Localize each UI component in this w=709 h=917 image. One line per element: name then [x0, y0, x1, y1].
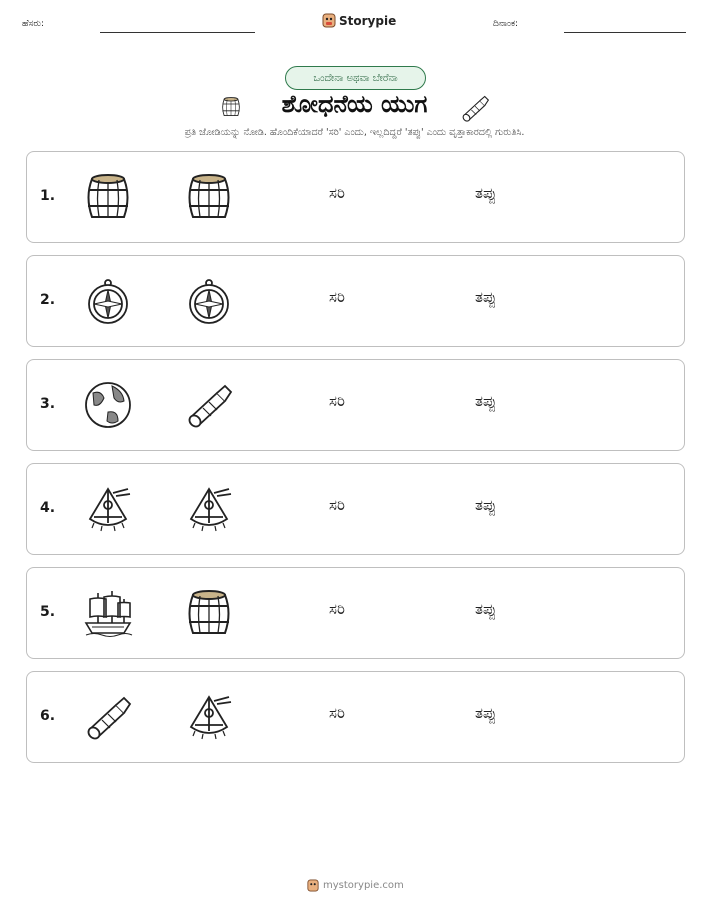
question-row — [26, 359, 685, 451]
footer — [307, 879, 404, 892]
option-wrong[interactable]: ತಪ್ಪು — [475, 392, 497, 410]
question-row — [26, 463, 685, 555]
option-wrong[interactable]: ತಪ್ಪು — [475, 496, 497, 514]
storypie-mascot-icon — [322, 13, 336, 28]
compass-icon — [80, 273, 136, 329]
option-correct[interactable]: ಸರಿ — [329, 288, 345, 306]
question-row — [26, 255, 685, 347]
storypie-mascot-icon — [307, 879, 319, 892]
telescope-icon — [181, 377, 237, 433]
option-wrong[interactable]: ತಪ್ಪು — [475, 184, 497, 202]
barrel-icon — [181, 585, 237, 641]
option-correct[interactable]: ಸರಿ — [329, 704, 345, 722]
globe-icon — [80, 377, 136, 433]
option-wrong[interactable]: ತಪ್ಪು — [475, 288, 497, 306]
logo-text: Storypie — [339, 13, 397, 28]
option-correct[interactable]: ಸರಿ — [329, 184, 345, 202]
compass-icon — [181, 273, 237, 329]
question-number: 6. — [40, 708, 56, 724]
question-number: 2. — [40, 292, 56, 308]
sextant-icon — [80, 481, 136, 537]
question-row — [26, 671, 685, 763]
footer-url: mystorypie.com — [323, 880, 404, 891]
logo — [322, 13, 396, 28]
sextant-icon — [181, 689, 237, 745]
barrel-icon — [181, 169, 237, 225]
option-wrong[interactable]: ತಪ್ಪು — [475, 704, 497, 722]
name-label: ಹೆಸರು: — [22, 19, 45, 29]
question-row — [26, 151, 685, 243]
date-label: ದಿನಾಂಕ: — [493, 19, 519, 29]
title-telescope-icon — [458, 91, 492, 129]
worksheet-type-badge: ಒಂದೇನಾ ಅಥವಾ ಬೇರೆನಾ — [285, 66, 426, 90]
instructions: ಪ್ರತಿ ಜೋಡಿಯನ್ನು ನೋಡಿ. ಹೊಂದಿಕೆಯಾದರೆ 'ಸರಿ' ಎಂದು, ಇಲ್ಲದಿದ್ದರೆ 'ತಪ್ಪು' ಎಂದು ವೃತ್ತಾಕಾರದಲ್ಲಿ ಗುರುತಿಸಿ. — [184, 127, 525, 138]
question-number: 4. — [40, 500, 56, 516]
question-row — [26, 567, 685, 659]
option-wrong[interactable]: ತಪ್ಪು — [475, 600, 497, 618]
option-correct[interactable]: ಸರಿ — [329, 600, 345, 618]
question-number: 1. — [40, 188, 56, 204]
date-field[interactable] — [564, 32, 686, 33]
question-number: 3. — [40, 396, 56, 412]
question-number: 5. — [40, 604, 56, 620]
name-field[interactable] — [100, 32, 255, 33]
option-correct[interactable]: ಸರಿ — [329, 496, 345, 514]
page-title: ಶೋಧನೆಯ ಯುಗ — [281, 90, 428, 118]
ship-icon — [80, 585, 136, 641]
barrel-icon — [80, 169, 136, 225]
telescope-icon — [80, 689, 136, 745]
sextant-icon — [181, 481, 237, 537]
option-correct[interactable]: ಸರಿ — [329, 392, 345, 410]
